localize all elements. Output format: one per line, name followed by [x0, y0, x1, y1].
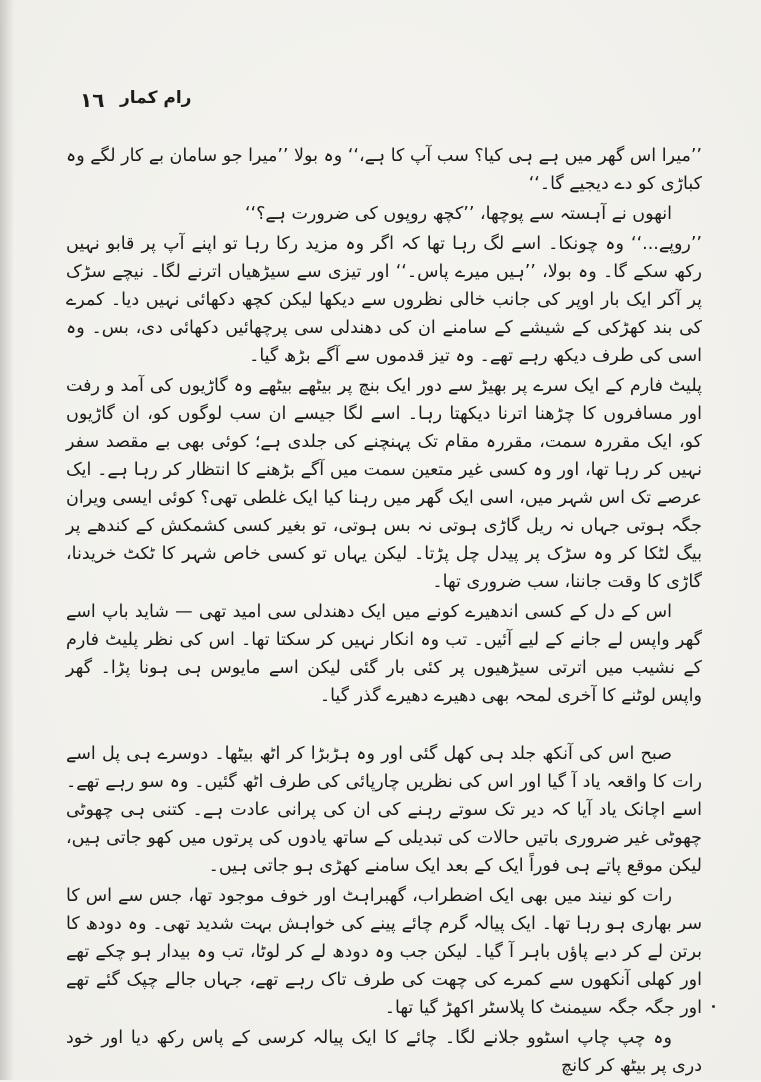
margin-mark: [712, 1005, 715, 1008]
page-edge-shadow: [0, 0, 14, 1080]
page-number: ١٦: [80, 88, 105, 112]
paragraph: انھوں نے آہستہ سے پوچھا، ’’کچھ روپوں کی ضرورت ہے؟‘‘: [244, 204, 672, 224]
paragraph: پلیٹ فارم کے ایک سرے پر بھیڑ سے دور ایک بنچ پر بیٹھے بیٹھے وہ گاڑیوں کی آمد و رفت اور مسافروں کا چڑھنا اترنا دیکھتا رہا۔ اسے لگا جیسے ان سب لوگوں کو، ان گاڑیوں کو، ایک مقررہ سمت، مقررہ مقام تک پہنچنے کی جلدی ہے؛ کوئی بھی بے مقصد سفر نہیں کر رہا تھا، اور وہ کسی غیر متعین سمت میں آگے بڑھنے کا انتظار کر رہا ہے۔ ایک عرصے تک اس شہر میں، اسی ایک گھر میں رہنا کیا ایک غلطی تھی؟ کوئی ایسی ویران جگہ ہوتی جہاں نہ ریل گاڑی ہوتی نہ بس ہوتی، تو بغیر کسی کشمکش کے کندھے پر بیگ لٹکا کر وہ سڑک پر پیدل چل پڑتا۔ لیکن یہاں تو کسی خاص شہر کا ٹکٹ خریدنا، گاڑی کا وقت جاننا، سب ضروری تھا۔: [66, 376, 702, 592]
running-title: رام کمار: [120, 88, 192, 108]
paragraph: ’’روپے...‘‘ وہ چونکا۔ اسے لگ رہا تھا کہ اگر وہ مزید رکا رہا تو اپنے آپ پر قابو نہیں رکھ سکے گا۔ وہ بولا، ’’ہیں میرے پاس۔‘‘ اور تیزی سے سیڑھیاں اترنے لگا۔ نیچے سڑک پر آکر ایک بار اوپر کی جانب خالی نظروں سے دیکھا لیکن کچھ دکھائی نہیں دیا۔ کمرے کی بند کھڑکی کے شیشے کے سامنے ان کی دھندلی سی پرچھائیں دکھائی دی، بس۔ وہ اسی کی طرف دیکھ رہے تھے۔ وہ تیز قدموں سے آگے بڑھ گیا۔: [66, 234, 702, 366]
page-body: [66, 142, 702, 1082]
section-break: [66, 712, 702, 740]
paragraph: صبح اس کی آنکھ جلد ہی کھل گئی اور وہ ہڑبڑا کر اٹھ بیٹھا۔ دوسرے ہی پل اسے رات کا واقعہ یاد آ گیا اور اس کی نظریں چارپائی کی طرف اٹھ گئیں۔ وہ سو رہے تھے۔ اسے اچانک یاد آیا کہ دیر تک سوتے رہنے کی ان کی پرانی عادت ہے۔ کتنی ہی چھوٹی چھوٹی غیر ضروری باتیں حالات کی تبدیلی کے ساتھ یادوں کی پرتوں میں کھو جاتی ہیں، لیکن موقع پاتے ہی فوراً ایک کے بعد ایک سامنے کھڑی ہو جاتی ہیں۔: [66, 744, 702, 876]
paragraph: رات کو نیند میں بھی ایک اضطراب، گھبراہٹ اور خوف موجود تھا، جس سے اس کا سر بھاری ہو رہا تھا۔ ایک پیالہ گرم چائے پینے کی خواہش بہت شدید تھی۔ وہ دودھ کا برتن لے کر دبے پاؤں باہر آ گیا۔ لیکن جب وہ دودھ لے کر لوٹا، تب وہ بیدار ہو چکے تھے اور کھلی آنکھوں سے کمرے کی چھت کی طرف تاک رہے تھے، جہاں جالے چپک گئے تھے اور جگہ جگہ سیمنٹ کا پلاسٹر اکھڑ گیا تھا۔: [66, 886, 702, 1018]
paragraph: ’’میرا اس گھر میں ہے ہی کیا؟ سب آپ کا ہے،‘‘ وہ بولا ’’میرا جو سامان بے کار لگے وہ کباڑی کو دے دیجیے گا۔‘‘: [66, 146, 702, 194]
paragraph: وہ چپ چاپ اسٹوو جلانے لگا۔ چائے کا ایک پیالہ کرسی کے پاس رکھ دیا اور خود دری پر بیٹھ کر کانچ: [66, 1028, 702, 1076]
page-header: [80, 88, 680, 116]
paragraph: اس کے دل کے کسی اندھیرے کونے میں ایک دھندلی سی امید تھی — شاید باپ اسے گھر واپس لے جانے کے لیے آئیں۔ تب وہ انکار نہیں کر سکتا تھا۔ اس کی نظر پلیٹ فارم کے نشیب میں اترتی سیڑھیوں پر کئی بار گئی لیکن اسے مایوس ہی ہونا پڑا۔ گھر واپس لوٹنے کا آخری لمحہ بھی دھیرے دھیرے گذر گیا۔: [66, 602, 702, 706]
